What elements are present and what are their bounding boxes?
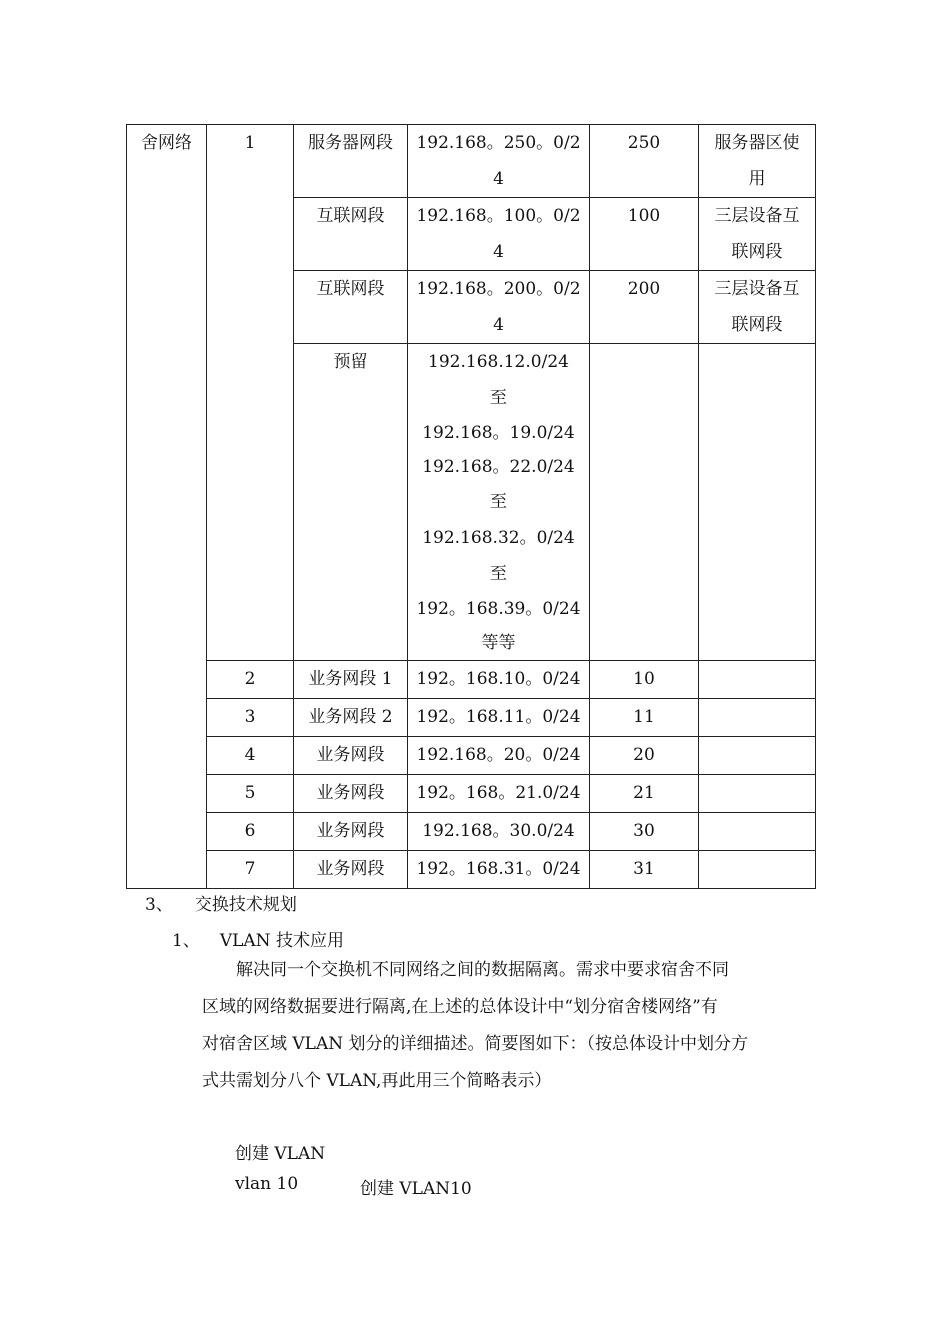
- vlan-id: 20: [590, 737, 699, 775]
- segment-name: 业务网段: [294, 775, 408, 813]
- row-number: 7: [207, 851, 294, 889]
- paragraph-line: 区域的网络数据要进行隔离,在上述的总体设计中“划分宿舍楼网络”有: [202, 997, 718, 1017]
- table-row: [127, 813, 816, 851]
- ip-line: 192.168。19.0/24: [422, 423, 575, 443]
- ip-cell: [408, 271, 590, 344]
- code-comment: 创建 VLAN10: [360, 1179, 472, 1199]
- segment-name-cell: [294, 125, 408, 198]
- segment-name: 互联网段: [316, 206, 385, 226]
- ip-cell: [408, 198, 590, 271]
- subsection-heading: [172, 926, 344, 951]
- segment-name: 预留: [333, 352, 368, 372]
- row-number: 5: [207, 775, 294, 813]
- table-row: [127, 699, 816, 737]
- vlan-id: 11: [590, 699, 699, 737]
- paragraph-line: 对宿舍区域 VLAN 划分的详细描述。简要图如下：（按总体设计中划分方: [202, 1034, 749, 1054]
- section-number: 3、: [145, 895, 173, 915]
- ip-line: 192.168。250。0/2: [416, 133, 581, 153]
- ip-line: 至: [490, 388, 507, 408]
- row-number: 6: [207, 813, 294, 851]
- ip-line: 192.168。100。0/2: [416, 206, 581, 226]
- note-cell: [699, 699, 816, 737]
- ip-line: 192.168。200。0/2: [416, 279, 581, 299]
- ip-line: 4: [493, 169, 504, 189]
- ip-line: 至: [490, 492, 507, 512]
- paragraph-line: 解决同一个交换机不同网络之间的数据隔离。需求中要求宿舍不同: [236, 960, 729, 980]
- note-line: 联网段: [731, 242, 783, 262]
- vlan-id: 200: [627, 279, 661, 299]
- row-number: 2: [207, 661, 294, 699]
- note-cell: [699, 344, 816, 661]
- ip-line: 192.168.32。0/24: [422, 528, 575, 548]
- section-heading: [145, 890, 297, 915]
- ip-value: 192。168。21.0/24: [408, 775, 590, 813]
- vlan-id-cell: [590, 198, 699, 271]
- vlan-id-cell: [590, 125, 699, 198]
- note-line: 三层设备互: [714, 206, 800, 226]
- vlan-id: 100: [627, 206, 661, 226]
- subsection-number: 1、: [172, 931, 200, 951]
- ip-line: 等等: [481, 633, 516, 653]
- row-number: 3: [207, 699, 294, 737]
- table-row: [127, 737, 816, 775]
- note-line: 三层设备互: [714, 279, 800, 299]
- segment-name: 业务网段: [294, 813, 408, 851]
- vlan-id: 30: [590, 813, 699, 851]
- note-line: 服务器区使: [714, 133, 800, 153]
- table-row: [127, 851, 816, 889]
- ip-line: 192.168.12.0/24: [428, 352, 569, 372]
- ip-cell: [408, 125, 590, 198]
- table-row: [127, 125, 816, 198]
- vlan-table: [126, 124, 816, 889]
- note-cell: [699, 737, 816, 775]
- ip-value: 192。168.10。0/24: [408, 661, 590, 699]
- vlan-id: 21: [590, 775, 699, 813]
- ip-value: 192.168。30.0/24: [408, 813, 590, 851]
- code-heading: 创建 VLAN: [235, 1144, 326, 1164]
- row-number: 4: [207, 737, 294, 775]
- note-cell: [699, 813, 816, 851]
- group-number-cell: [207, 125, 294, 661]
- segment-name: 服务器网段: [308, 133, 393, 153]
- vlan-id: 250: [627, 133, 661, 153]
- ip-value: 192.168。20。0/24: [408, 737, 590, 775]
- note-cell: [699, 125, 816, 198]
- vlan-id-cell: [590, 271, 699, 344]
- segment-name: 业务网段 2: [294, 699, 408, 737]
- segment-name: 业务网段: [294, 737, 408, 775]
- group-number: 1: [244, 133, 256, 153]
- ip-line: 192.168。22.0/24: [422, 457, 575, 477]
- note-cell: [699, 271, 816, 344]
- ip-value: 192。168.31。0/24: [408, 851, 590, 889]
- ip-line: 4: [493, 242, 504, 262]
- note-cell: [699, 661, 816, 699]
- segment-name: 业务网段: [294, 851, 408, 889]
- note-line: 联网段: [731, 315, 783, 335]
- segment-name-cell: [294, 198, 408, 271]
- segment-name: 互联网段: [316, 279, 385, 299]
- subsection-title: VLAN 技术应用: [219, 931, 344, 951]
- ip-line: 192。168.39。0/24: [416, 599, 581, 619]
- ip-line: 至: [490, 564, 507, 584]
- paragraph-line: 式共需划分八个 VLAN,再此用三个简略表示）: [202, 1071, 552, 1091]
- ip-value: 192。168.11。0/24: [408, 699, 590, 737]
- code-command: vlan 10: [235, 1174, 299, 1194]
- group-label: 舍网络: [141, 133, 192, 153]
- segment-name-cell: [294, 271, 408, 344]
- table-row: [127, 661, 816, 699]
- vlan-id: 31: [590, 851, 699, 889]
- segment-name-cell: [294, 344, 408, 661]
- note-line: 用: [748, 169, 766, 189]
- segment-name: 业务网段 1: [294, 661, 408, 699]
- note-cell: [699, 198, 816, 271]
- note-cell: [699, 775, 816, 813]
- vlan-id-cell: [590, 344, 699, 661]
- group-label-cell: [127, 661, 207, 889]
- table-row: [127, 775, 816, 813]
- group-label-cell: [127, 125, 207, 661]
- section-title: 交换技术规划: [194, 895, 297, 915]
- ip-cell: [408, 344, 590, 661]
- body-paragraph: [202, 952, 812, 1100]
- note-cell: [699, 851, 816, 889]
- ip-line: 4: [493, 315, 504, 335]
- vlan-id: 10: [590, 661, 699, 699]
